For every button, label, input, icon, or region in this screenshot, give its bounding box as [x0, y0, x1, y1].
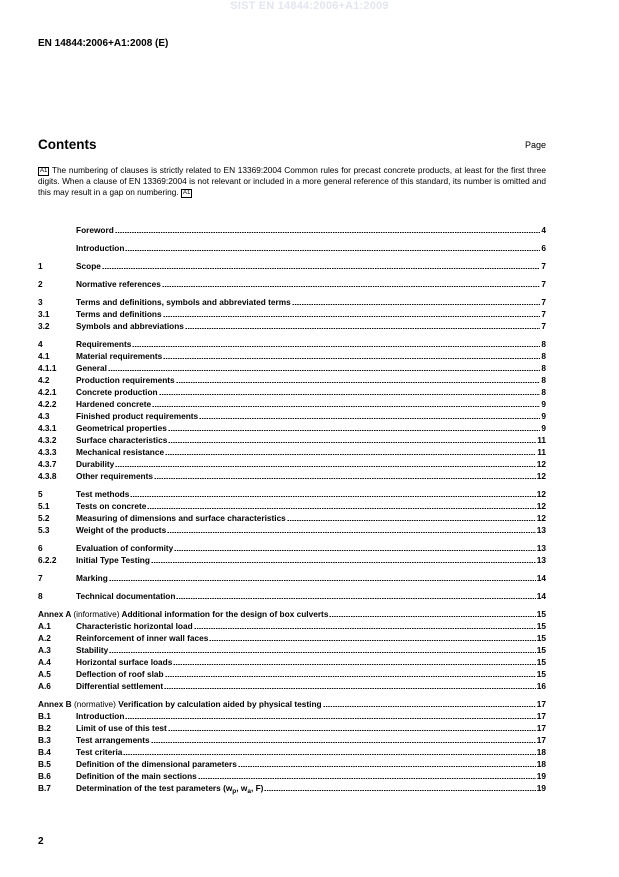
toc-entry-page: 15: [536, 609, 546, 619]
toc-entry-title: Definition of the main sections: [76, 771, 197, 781]
toc-entry-number: 6.2.2: [38, 555, 57, 565]
toc-entry-page: 18: [536, 759, 546, 769]
toc-entry[interactable]: [38, 758, 546, 770]
annex-label: Annex B: [38, 699, 72, 709]
dot-leader: [152, 406, 540, 407]
toc-entry-number: B.5: [38, 759, 51, 769]
toc-entry-page: 17: [536, 735, 546, 745]
toc-entry-title: Reinforcement of inner wall faces: [76, 633, 209, 643]
toc-entry-title: Mechanical resistance: [76, 447, 165, 457]
toc-entry-title: Geometrical properties: [76, 423, 167, 433]
toc-entry-page: 14: [536, 573, 546, 583]
dot-leader: [198, 778, 536, 779]
dot-leader: [287, 520, 536, 521]
toc-entry[interactable]: [38, 422, 546, 434]
toc-entry[interactable]: [38, 338, 546, 350]
toc-entry-page: 12: [536, 459, 546, 469]
toc-entry-number: 4.2.2: [38, 399, 57, 409]
toc-entry-title: [38, 698, 322, 710]
toc-entry-title: Terms and definitions, symbols and abbreviated terms: [76, 297, 291, 307]
toc-entry[interactable]: [38, 500, 546, 512]
toc-entry[interactable]: [38, 398, 546, 410]
toc-entry[interactable]: [38, 620, 546, 632]
dot-leader: [151, 562, 536, 563]
toc-entry-number: B.6: [38, 771, 51, 781]
toc-entry[interactable]: [38, 734, 546, 746]
toc-entry-title: Material requirements: [76, 351, 163, 361]
toc-entry-number: 8: [38, 591, 43, 601]
toc-entry-page: 8: [541, 351, 546, 361]
dot-leader: [125, 718, 535, 719]
toc-entry-title: Production requirements: [76, 375, 175, 385]
toc-entry-title: Horizontal surface loads: [76, 657, 173, 667]
dot-leader: [323, 706, 536, 707]
toc-entry-number: A.6: [38, 681, 51, 691]
toc-entry[interactable]: [38, 770, 546, 782]
toc-entry-title: Hardened concrete: [76, 399, 152, 409]
toc-entry[interactable]: [38, 410, 546, 422]
toc-entry-title: Foreword: [76, 225, 114, 235]
toc-entry[interactable]: [38, 746, 546, 758]
dot-leader: [154, 478, 536, 479]
dot-leader: [109, 652, 535, 653]
dot-leader: [159, 394, 541, 395]
dot-leader: [165, 454, 536, 455]
toc-entry[interactable]: [38, 308, 546, 320]
dot-leader: [176, 382, 541, 383]
toc-entry[interactable]: [38, 488, 546, 500]
toc-entry-page: 11: [537, 435, 546, 445]
toc-entry-number: A.5: [38, 669, 51, 679]
toc-entry-page: 12: [536, 471, 546, 481]
toc-entry[interactable]: [38, 524, 546, 536]
dot-leader: [185, 328, 540, 329]
toc-entry-page: 11: [537, 447, 546, 457]
toc-entry-title: Surface characteristics: [76, 435, 168, 445]
toc-entry-title: Finished product requirements: [76, 411, 199, 421]
toc-entry-number: B.3: [38, 735, 51, 745]
watermark: SIST EN 14844:2006+A1:2009: [230, 0, 389, 12]
toc-entry-number: 4.3.8: [38, 471, 57, 481]
toc-entry-number: 1: [38, 261, 43, 271]
toc-entry-number: 4.3.2: [38, 435, 57, 445]
toc-entry-number: A.4: [38, 657, 51, 667]
toc-title-text: Determination of the test parameters (w: [76, 783, 233, 793]
toc-entry-page: 18: [536, 747, 546, 757]
toc-entry-title: Differential settlement: [76, 681, 164, 691]
toc-entry[interactable]: [38, 320, 546, 332]
toc-entry-number: 2: [38, 279, 43, 289]
amendment-start-marker-icon: A1: [40, 168, 48, 174]
toc-entry-number: 3.1: [38, 309, 50, 319]
toc-entry-page: 9: [541, 423, 546, 433]
toc-entry-page: 8: [541, 339, 546, 349]
toc-entry-title: General: [76, 363, 107, 373]
toc-entry-number: 3.2: [38, 321, 50, 331]
toc-entry-title: Normative references: [76, 279, 161, 289]
dot-leader: [151, 742, 536, 743]
toc-entry-title: Characteristic horizontal load: [76, 621, 193, 631]
dot-leader: [292, 304, 541, 305]
toc-title-end: F): [255, 783, 264, 793]
contents-heading: Contents: [38, 137, 97, 152]
toc-entry-page: 6: [541, 243, 546, 253]
dot-leader: [115, 232, 541, 233]
toc-entry-title: Weight of the products: [76, 525, 167, 535]
toc-entry-title: Other requirements: [76, 471, 153, 481]
toc-entry[interactable]: [38, 542, 546, 554]
page-column-label: Page: [524, 140, 546, 150]
annex-label: Annex A: [38, 609, 72, 619]
toc-entry-number: 4.3.7: [38, 459, 57, 469]
annex-title: Verification by calculation aided by physical testing: [118, 699, 322, 709]
dot-leader: [163, 316, 541, 317]
toc-entry-title: Determination of the test parameters ($w_p$, $w_a$, F): [76, 783, 264, 795]
toc-entry-number: 4.1: [38, 351, 50, 361]
toc-entry-title: Test arrangements: [76, 735, 150, 745]
toc-entry-title: Marking: [76, 573, 108, 583]
toc-entry-page: 13: [536, 543, 546, 553]
toc-entry-page: 13: [536, 555, 546, 565]
toc-entry-page: 12: [536, 489, 546, 499]
toc-entry-number: B.7: [38, 783, 51, 793]
toc-entry[interactable]: [38, 608, 546, 620]
toc-entry-title: Scope: [76, 261, 101, 271]
toc-entry-number: 6: [38, 543, 43, 553]
toc-entry[interactable]: [38, 782, 546, 794]
toc-entry-page: 8: [541, 387, 546, 397]
toc-entry-title: Durability: [76, 459, 115, 469]
toc-entry-title: [38, 608, 328, 620]
toc-entry[interactable]: [38, 680, 546, 692]
page-number: 2: [38, 836, 44, 847]
toc-entry-number: B.4: [38, 747, 51, 757]
toc-entry-title: Stability: [76, 645, 109, 655]
annex-title: Additional information for the design of box culverts: [121, 609, 329, 619]
toc-entry-number: 7: [38, 573, 43, 583]
toc-entry-page: 12: [536, 513, 546, 523]
toc-entry[interactable]: [38, 632, 546, 644]
dot-leader: [173, 664, 535, 665]
dot-leader: [194, 628, 536, 629]
dot-leader: [168, 442, 536, 443]
toc-entry-page: 8: [541, 375, 546, 385]
toc-entry-page: 16: [536, 681, 546, 691]
toc-entry-number: 4: [38, 339, 43, 349]
dot-leader: [329, 616, 535, 617]
toc-entry[interactable]: [38, 434, 546, 446]
dot-leader: [125, 250, 540, 251]
toc-entry-page: 14: [536, 591, 546, 601]
toc-entry-title: Tests on concrete: [76, 501, 147, 511]
toc-entry-number: 5.1: [38, 501, 50, 511]
toc-entry[interactable]: [38, 362, 546, 374]
toc-entry-page: 19: [536, 783, 546, 793]
dot-leader: [108, 370, 540, 371]
toc-entry[interactable]: [38, 260, 546, 272]
toc-entry-page: 15: [536, 633, 546, 643]
document-id: EN 14844:2006+A1:2008 (E): [38, 38, 169, 49]
toc-entry-page: 8: [541, 363, 546, 373]
toc-entry-page: 19: [536, 771, 546, 781]
dot-leader: [165, 676, 536, 677]
toc-entry-title: Introduction: [76, 243, 125, 253]
toc-entry-page: 15: [536, 645, 546, 655]
toc-entry-title: Deflection of roof slab: [76, 669, 164, 679]
toc-entry[interactable]: [38, 656, 546, 668]
parameter-subscript: p: [232, 788, 237, 795]
toc-entry-number: 4.3.3: [38, 447, 57, 457]
dot-leader: [174, 550, 536, 551]
toc-entry[interactable]: [38, 470, 546, 482]
dot-leader: [132, 346, 540, 347]
toc-entry-number: A.2: [38, 633, 51, 643]
dot-leader: [123, 754, 535, 755]
toc-entry-title: Symbols and abbreviations: [76, 321, 184, 331]
dot-leader: [102, 268, 540, 269]
dot-leader: [168, 430, 541, 431]
toc-entry[interactable]: [38, 644, 546, 656]
toc-entry[interactable]: [38, 296, 546, 308]
annex-type: (normative): [73, 699, 116, 709]
toc-entry-page: 17: [536, 723, 546, 733]
toc-entry-title: Requirements: [76, 339, 132, 349]
toc-entry-title: Initial Type Testing: [76, 555, 150, 565]
dot-leader: [264, 790, 535, 791]
toc-entry-number: 5: [38, 489, 43, 499]
dot-leader: [167, 532, 536, 533]
parameter-subscript: a: [247, 788, 251, 795]
toc-entry-number: A.1: [38, 621, 51, 631]
toc-entry-page: 7: [541, 279, 546, 289]
toc-entry-title: Definition of the dimensional parameters: [76, 759, 237, 769]
dot-leader: [238, 766, 536, 767]
toc-entry[interactable]: [38, 446, 546, 458]
toc-entry-page: 12: [536, 501, 546, 511]
toc-entry[interactable]: [38, 698, 546, 710]
toc-entry-title: Limit of use of this test: [76, 723, 167, 733]
toc-entry-page: 9: [541, 411, 546, 421]
amendment-end-marker-icon: A1: [182, 190, 191, 196]
dot-leader: [163, 358, 540, 359]
toc-entry-page: 7: [541, 261, 546, 271]
annex-type: (informative): [73, 609, 120, 619]
toc-entry-title: Terms and definitions: [76, 309, 162, 319]
toc-entry[interactable]: [38, 224, 546, 236]
toc-entry-page: 13: [536, 525, 546, 535]
toc-entry-title: Test criteria: [76, 747, 123, 757]
toc-entry-number: B.2: [38, 723, 51, 733]
toc-entry-number: B.1: [38, 711, 51, 721]
toc-entry[interactable]: [38, 374, 546, 386]
toc-entry-page: 17: [536, 699, 546, 709]
toc-entry-page: 17: [536, 711, 546, 721]
toc-entry-number: 4.3: [38, 411, 50, 421]
dot-leader: [199, 418, 540, 419]
toc-entry-page: 4: [541, 225, 546, 235]
toc-entry[interactable]: [38, 458, 546, 470]
table-of-contents: [38, 224, 546, 794]
toc-entry-number: 4.1.1: [38, 363, 57, 373]
toc-entry[interactable]: [38, 572, 546, 584]
toc-entry[interactable]: [38, 554, 546, 566]
toc-entry[interactable]: [38, 350, 546, 362]
toc-entry-page: 9: [541, 399, 546, 409]
toc-entry[interactable]: [38, 722, 546, 734]
toc-entry-number: 3: [38, 297, 43, 307]
dot-leader: [115, 466, 536, 467]
toc-entry-title: Concrete production: [76, 387, 158, 397]
toc-entry-number: 4.3.1: [38, 423, 57, 433]
toc-entry-page: 7: [541, 297, 546, 307]
toc-entry[interactable]: [38, 242, 546, 254]
toc-entry-title: Test methods: [76, 489, 130, 499]
numbering-note: [38, 165, 546, 198]
toc-entry[interactable]: [38, 590, 546, 602]
toc-entry-page: 7: [541, 321, 546, 331]
toc-entry-page: 15: [536, 621, 546, 631]
toc-entry-number: 5.3: [38, 525, 50, 535]
toc-entry-title: Evaluation of conformity: [76, 543, 174, 553]
dot-leader: [209, 640, 535, 641]
toc-entry-number: 5.2: [38, 513, 50, 523]
toc-entry-number: 4.2.1: [38, 387, 57, 397]
dot-leader: [147, 508, 535, 509]
toc-entry-number: 4.2: [38, 375, 50, 385]
toc-entry[interactable]: [38, 386, 546, 398]
dot-leader: [168, 730, 536, 731]
toc-entry[interactable]: [38, 512, 546, 524]
note-text: The numbering of clauses is strictly related to EN 13369:2004 Common rules for precast concrete products, at least for the first three digits. When a clause of EN 13369:2004 is not relevant or included in a more general reference of this standard, its number is omitted and this may result in a gap on numbering.: [38, 165, 547, 197]
dot-leader: [176, 598, 535, 599]
dot-leader: [109, 580, 536, 581]
toc-entry[interactable]: [38, 668, 546, 680]
toc-entry-title: Introduction: [76, 711, 125, 721]
toc-entry-number: A.3: [38, 645, 51, 655]
dot-leader: [162, 286, 541, 287]
toc-entry-page: 15: [536, 669, 546, 679]
dot-leader: [130, 496, 535, 497]
toc-entry-title: Measuring of dimensions and surface characteristics: [76, 513, 286, 523]
toc-entry[interactable]: [38, 278, 546, 290]
toc-entry[interactable]: [38, 710, 546, 722]
toc-entry-page: 7: [541, 309, 546, 319]
toc-entry-page: 15: [536, 657, 546, 667]
dot-leader: [164, 688, 536, 689]
toc-entry-title: Technical documentation: [76, 591, 176, 601]
